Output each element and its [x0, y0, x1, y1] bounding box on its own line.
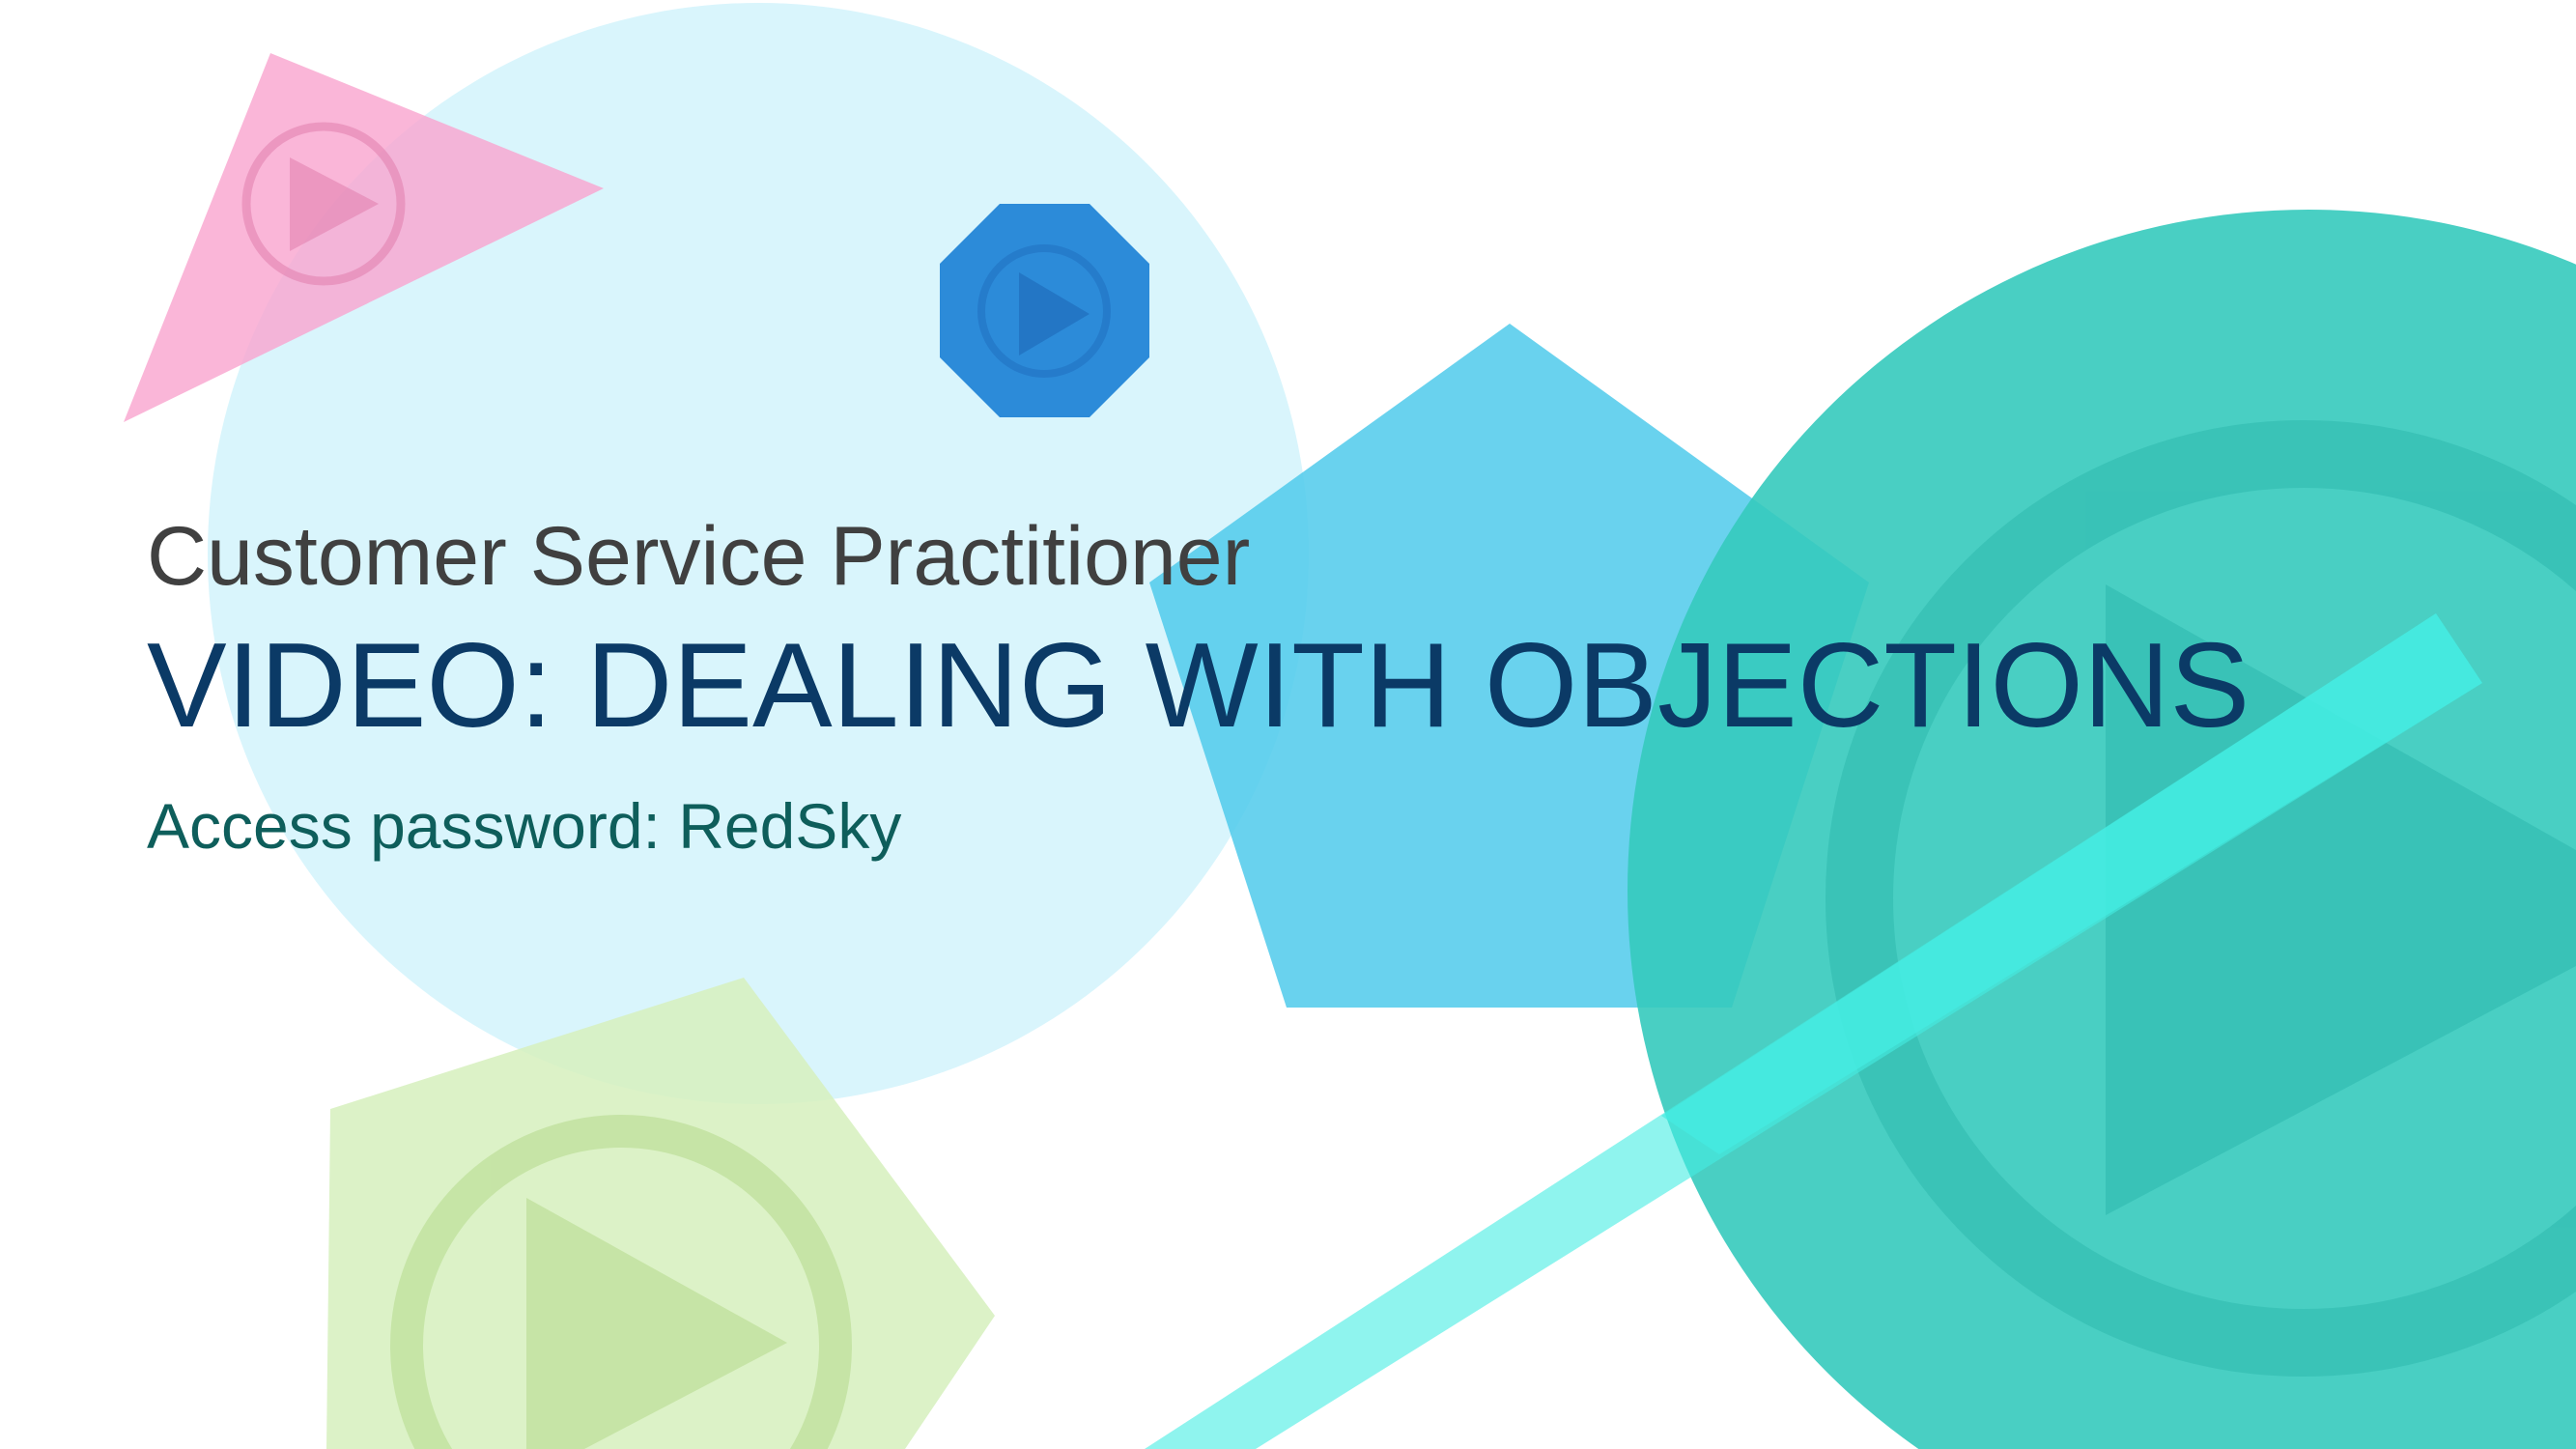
slide-title: VIDEO: DEALING WITH OBJECTIONS [147, 619, 2250, 753]
access-password-line [147, 782, 901, 869]
slide-subtitle: Customer Service Practitioner [147, 510, 1251, 603]
password-value: RedSky [678, 790, 902, 862]
password-label: Access password: [147, 790, 661, 862]
